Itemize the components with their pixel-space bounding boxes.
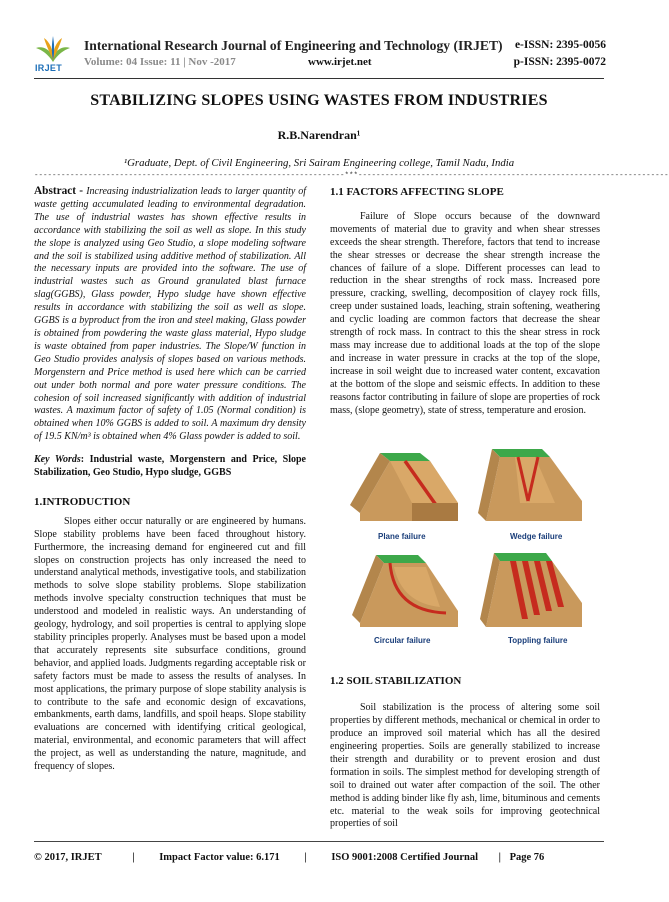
introduction-text: Slopes either occur naturally or are engineered by humans. Slope stability problems have been faced throughout history. Furthermore, the increasing demand for engineered cut and fill slopes on construction projects has only increased the need to understand analytical methods, investigative tools, and stabilization methods to solve slope stability problems. Slope stabilization methods involve specialty construction techniques that must be understood and modeled in realistic ways. An understanding of geology, hydrology, and soil properties is central to applying slope stability principles properly. Analyses must be based upon a model that accurately represents site subsurface conditions, ground behavior, and applied loads. Judgments regarding acceptable risk or safety factors must be made to assess the results of analyses. In most applications, the primary purpose of slope stability analysis is to contribute to the safe and economic design of excavations, embankments, earth dams, landfills, and spoil heaps. Slope stability evaluations are concerned with identifying critical geological, material, environmental, and economic parameters that will affect the project, as well as understanding the nature, magnitude, and frequency of slopes. bbox=[34, 515, 306, 773]
keywords-label: Key Words bbox=[34, 454, 81, 466]
footer-separator: | bbox=[304, 852, 307, 863]
circular-failure-diagram bbox=[352, 555, 458, 627]
slope-failure-figure bbox=[350, 443, 590, 653]
left-column bbox=[34, 185, 306, 774]
p-issn: p-ISSN: 2395-0072 bbox=[513, 56, 606, 68]
section-1-2-text: Soil stabilization is the process of altering some soil properties by different methods, mechanical or chemical in order to produce an improved soil material which has all the desired engineering properties. Soils are generally stabilized to increase their strength and durability or to prevent erosion and dust formation in soils. The simplest method for developing strength of soil to drained out water after compaction of the soil. The other method is adding binder like fly ash, lime, bituminous and cements etc. material to the weak soils for improving geotechnical properties of soil bbox=[330, 702, 600, 830]
keywords bbox=[34, 454, 306, 480]
section-separator: ---------------------------------------------------------------------***--------------------------------------------------------------------- bbox=[34, 172, 669, 180]
leaf-logo-icon bbox=[34, 36, 72, 64]
irjet-logo bbox=[34, 36, 72, 76]
footer-page-number: Page 76 bbox=[509, 852, 545, 863]
author-affiliation: ¹Graduate, Dept. of Civil Engineering, Sri Sairam Engineering college, Tamil Nadu, India bbox=[123, 157, 515, 169]
footer-copyright: © 2017, IRJET bbox=[34, 852, 102, 863]
toppling-failure-label: Toppling failure bbox=[508, 636, 568, 646]
footer-separator: | bbox=[498, 852, 501, 863]
footer-impact-factor: Impact Factor value: 6.171 bbox=[159, 852, 280, 863]
footer-divider bbox=[34, 841, 604, 842]
abstract-text: Increasing industrialization leads to larger quantity of waste getting accumulated leading to environmental degradation. The use of industrial wastes has shown effective results in accordance with stabilizing the soil as well as slope. In this study the slope is analyzed using Geo Studio, a slope modeling software and the soil is stabilized using additive method of stabilization. All the necessary inputs are provided into the software. The use of industrial wastes such as Ground granulated blast furnace slag(GGBS), Glass powder, Hypo sludge have shown effective results in accordance with stabilizing the soil as well as slope. GGBS is a byproduct from the iron and steel making, Glass powder is obtained from powdering the waste glass material, Hypo sludge is waste obtained from paper industries. The Slope/W function in Geo Studio provides analysis of slopes based on various methods. Morgenstern and Price method is used here which can be carried out under both normal and pore water pressure conditions. The cohesion of soil increased significantly with addition of industrial wastes. A maximum factor of safety of 1.05 (Normal condition) is obtained when 10% GGBS is added to soil. A maximum dry density of 19.5 KN/m³ is obtained when 4% Glass powder is added to soil. bbox=[34, 186, 306, 443]
e-issn: e-ISSN: 2395-0056 bbox=[514, 39, 606, 51]
toppling-failure-diagram bbox=[480, 553, 582, 627]
footer-separator: | bbox=[132, 852, 135, 863]
abstract bbox=[34, 185, 306, 444]
plane-failure-diagram bbox=[350, 453, 458, 521]
right-column bbox=[330, 185, 600, 831]
logo-text: IRJET bbox=[35, 63, 63, 73]
keywords-text: : Industrial waste, Morgenstern and Price, Slope Stabilization, Geo Studio, Hypo sludge, GGBS bbox=[34, 454, 306, 479]
volume-issue: Volume: 04 Issue: 11 | Nov -2017 bbox=[84, 56, 236, 68]
introduction-heading: 1.INTRODUCTION bbox=[34, 495, 131, 508]
wedge-failure-diagram bbox=[478, 449, 582, 521]
website-link[interactable]: www.irjet.net bbox=[308, 56, 372, 68]
abstract-label: Abstract - bbox=[34, 185, 87, 197]
header-divider bbox=[34, 78, 604, 79]
section-1-1-text: Failure of Slope occurs because of the downward movements of material due to gravity and when shear stresses exceeds the shear strength. Therefore, factors that tend to increase the shear stresses or decrease the shear strength increase the chances of failure of a slope. Different processes can lead to reduction in the shear strengths of rock mass. Increased pore pressure, cracking, swelling, decomposition of clayey rock fills, creep under sustained loads, leaching, strain softening, weathering and cyclic loading are common factors that decrease the shear strength of rock mass. In contract to this the shear stress in rock mass may increase due to additional loads at the top of the slope and increase in water pressure in cracks at the top of the slope, increase in soil weight due to increased water content, excavation at the bottom of the slope and seismic effects. In addition to these reasons factor contributing in failure of slope are properties of rock mass, (slope geometry), state of stress, temperature and erosion. bbox=[330, 210, 600, 416]
slope-failure-diagram bbox=[350, 443, 590, 653]
plane-failure-label: Plane failure bbox=[378, 532, 426, 542]
paper-title: STABILIZING SLOPES USING WASTES FROM INDUSTRIES bbox=[90, 92, 548, 109]
circular-failure-label: Circular failure bbox=[374, 636, 431, 646]
journal-header bbox=[34, 36, 606, 80]
paper-author: R.B.Narendran¹ bbox=[277, 128, 361, 142]
journal-name: International Research Journal of Engineering and Technology (IRJET) bbox=[84, 38, 503, 53]
section-1-1-heading: 1.1 FACTORS AFFECTING SLOPE bbox=[330, 186, 504, 198]
section-1-2-heading: 1.2 SOIL STABILIZATION bbox=[330, 675, 462, 688]
page-footer bbox=[34, 852, 604, 863]
wedge-failure-label: Wedge failure bbox=[510, 532, 563, 542]
footer-iso: ISO 9001:2008 Certified Journal bbox=[331, 852, 479, 863]
